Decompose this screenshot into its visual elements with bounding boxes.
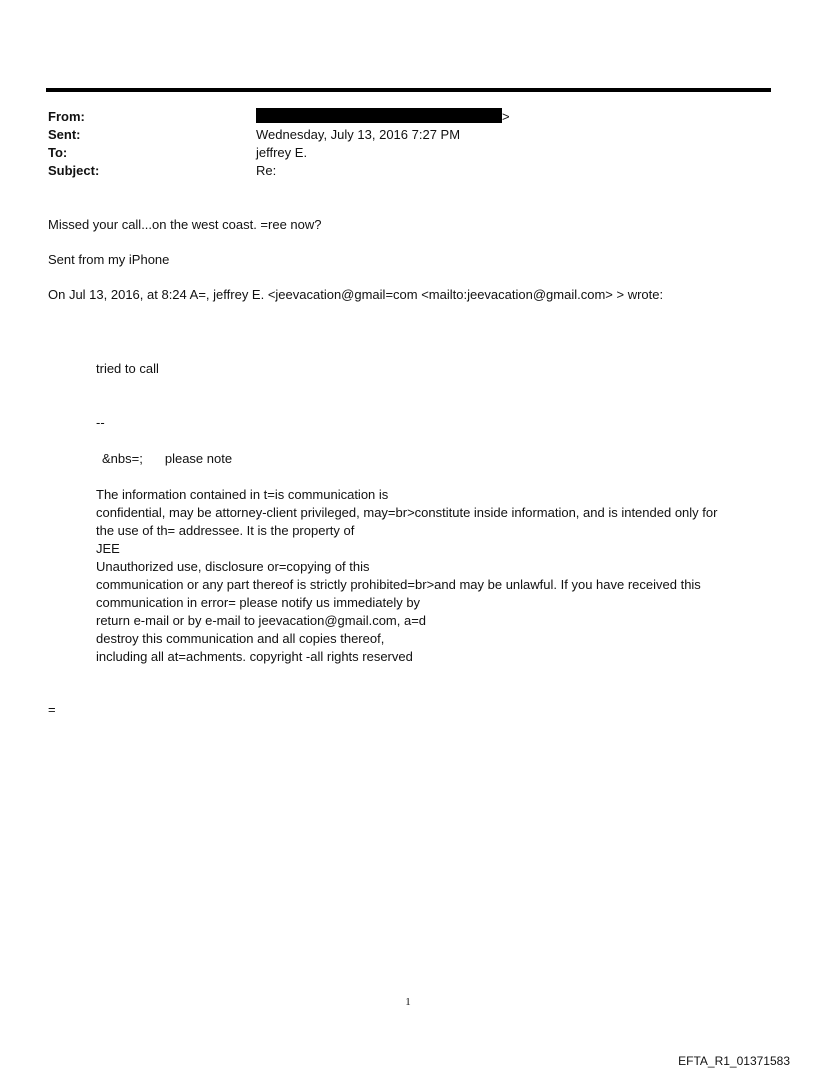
redaction-box: [256, 108, 502, 123]
email-header: [48, 108, 748, 180]
sent-label: Sent:: [48, 127, 81, 142]
sent-value: Wednesday, July 13, 2016 7:27 PM: [256, 127, 461, 142]
subject-value: Re:: [256, 163, 277, 178]
to-row: [48, 144, 748, 162]
body-line: On Jul 13, 2016, at 8:24 A=, jeffrey E. <jeevacation@gmail=com <mailto:jeevacation@gmail.com> > wrote:: [48, 287, 664, 302]
trailing-mark: =: [48, 702, 56, 717]
disclaimer-line: the use of th= addressee. It is the property of: [96, 523, 355, 538]
from-suffix: >: [502, 109, 510, 124]
disclaimer-line: including all at=achments. copyright -all rights reserved: [96, 649, 413, 664]
email-body: [48, 216, 768, 321]
disclaimer-line: destroy this communication and all copies thereof,: [96, 631, 385, 646]
sent-row: [48, 126, 748, 144]
from-label: From:: [48, 109, 85, 124]
disclaimer-line: return e-mail or by e-mail to jeevacation@gmail.com, a=d: [96, 613, 427, 628]
disclaimer: [96, 486, 776, 666]
disclaimer-line: JEE: [96, 541, 120, 556]
from-value: [256, 108, 748, 126]
from-row: [48, 108, 748, 126]
header-rule: [46, 88, 771, 92]
bates-number: EFTA_R1_01371583: [678, 1054, 790, 1068]
quoted-note-line: [96, 450, 776, 468]
subject-row: [48, 162, 748, 180]
nbsp-text: &nbs=;: [102, 451, 143, 466]
body-line: Sent from my iPhone: [48, 252, 170, 267]
disclaimer-line: communication or any part thereof is strictly prohibited=br>and may be unlawful. If you have received this: [96, 577, 701, 592]
to-label: To:: [48, 145, 68, 160]
quoted-line: tried to call: [96, 361, 159, 376]
subject-label: Subject:: [48, 163, 100, 178]
quoted-line: --: [96, 415, 105, 430]
disclaimer-line: confidential, may be attorney-client privileged, may=br>constitute inside information, and is intended only for: [96, 505, 718, 520]
disclaimer-line: The information contained in t=is communication is: [96, 487, 389, 502]
body-line: Missed your call...on the west coast. =ree now?: [48, 217, 322, 232]
disclaimer-line: communication in error= please notify us immediately by: [96, 595, 421, 610]
please-note-text: please note: [164, 451, 233, 466]
to-value: jeffrey E.: [256, 145, 308, 160]
disclaimer-line: Unauthorized use, disclosure or=copying of this: [96, 559, 370, 574]
page-number: 1: [405, 996, 411, 1008]
